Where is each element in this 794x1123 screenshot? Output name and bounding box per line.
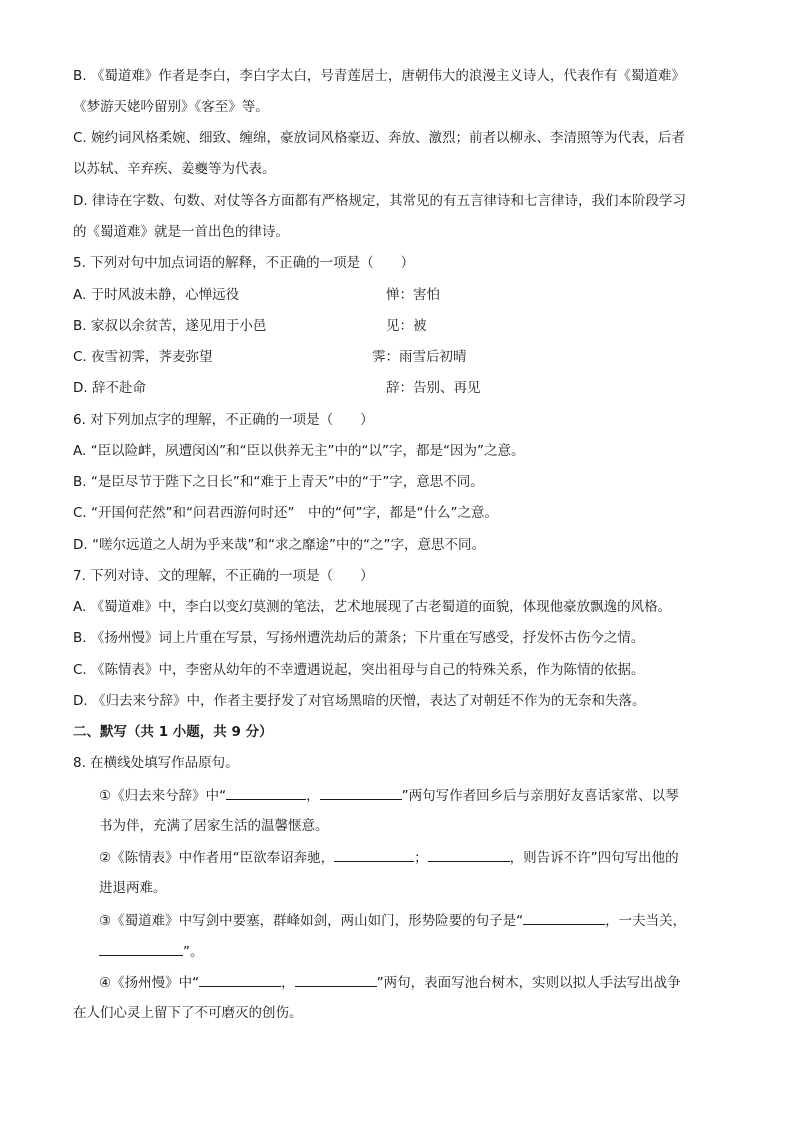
answer-blank[interactable]	[320, 785, 402, 800]
q5-stem: 5. 下列对句中加点词语的解释，不正确的一项是（ ）	[73, 255, 415, 271]
q7-option-a: A. 《蜀道难》中，李白以变幻莫测的笔法，艺术地展现了古老蜀道的面貌，体现他豪放飘逸的风格。	[73, 599, 672, 615]
q8-item-1-text-b: ”两句写作者回乡后与亲朋好友喜话家常、以琴	[401, 788, 679, 804]
q8-item-2-line2: 进退两难。	[99, 880, 167, 896]
q4-option-d-line1: D. 律诗在字数、句数、对仗等各方面都有严格规定，其常见的有五言律诗和七言律诗，我们本阶段学习	[73, 193, 686, 209]
q5-option-c-gloss: 霁：雨雪后初晴	[372, 349, 467, 365]
answer-blank[interactable]	[334, 847, 414, 862]
q8-item-1-text-a: ①《归去来兮辞》中“	[99, 788, 227, 804]
q5-option-d: D. 辞不赴命	[73, 380, 146, 396]
q6-option-d: D. “嗟尔远道之人胡为乎来哉”和“求之靡途”中的“之”字，意思不同。	[73, 537, 485, 553]
q5-option-b-gloss: 见：被	[386, 318, 427, 334]
q8-stem: 8. 在横线处填写作品原句。	[73, 755, 239, 771]
answer-blank[interactable]	[99, 941, 183, 956]
q6-option-b: B. “是臣尽节于陛下之日长”和“难于上青天”中的“于”字，意思不同。	[73, 474, 484, 490]
q5-option-a-gloss: 惮：害怕	[386, 287, 440, 303]
q5-option-b: B. 家叔以余贫苦，遂见用于小邑	[73, 318, 267, 334]
q8-item-1-sep: ，	[306, 788, 320, 804]
q8-item-2-text-a: ②《陈情表》中作者用“臣欲奉诏奔驰，	[99, 850, 335, 866]
q8-item-4-line2: 在人们心灵上留下了不可磨灭的创伤。	[73, 1005, 303, 1021]
answer-blank[interactable]	[226, 785, 306, 800]
q5-option-a: A. 于时风波未静，心惮远役	[73, 287, 240, 303]
q4-option-c-line1: C. 婉约词风格柔婉、细致、缠绵，豪放词风格豪迈、奔放、激烈；前者以柳永、李清照等为代表，后者	[73, 130, 686, 146]
q7-option-c: C. 《陈情表》中，李密从幼年的不幸遭遇说起，突出祖母与自己的特殊关系，作为陈情的依据。	[73, 662, 645, 678]
q8-item-3-line2	[99, 941, 204, 962]
q8-item-2-text-b: ，则告诉不许”四句写出他的	[509, 850, 679, 866]
answer-blank[interactable]	[428, 847, 510, 862]
q8-item-3-text-b: ，一夫当关，	[605, 913, 687, 929]
q8-item-4-line1	[99, 972, 681, 993]
q5-option-c: C. 夜雪初霁，荠麦弥望	[73, 349, 213, 365]
q4-option-b-line2: 《梦游天姥吟留别》《客至》等。	[73, 99, 269, 115]
q7-option-b: B. 《扬州慢》词上片重在写景，写扬州遭洗劫后的萧条；下片重在写感受，抒发怀古伤今之情。	[73, 630, 645, 646]
q8-item-3-text-a: ③《蜀道难》中写剑中要塞，群峰如剑，两山如门，形势险要的句子是“	[99, 913, 524, 929]
q8-item-4-text-a: ④《扬州慢》中“	[99, 975, 200, 991]
q4-option-c-line2: 以苏轼、辛弃疾、姜夔等为代表。	[73, 161, 276, 177]
q4-option-b-line1: B. 《蜀道难》作者是李白，李白字太白，号青莲居士，唐朝伟大的浪漫主义诗人，代表作有《蜀道难》	[73, 68, 685, 84]
q5-option-d-gloss: 辞：告别、再见	[386, 380, 481, 396]
q8-item-4-text-b: ”两句，表面写池台树木，实则以拟人手法写出战争	[376, 975, 681, 991]
q8-item-2-sep: ；	[414, 850, 428, 866]
q7-option-d: D. 《归去来兮辞》中，作者主要抒发了对官场黑暗的厌憎，表达了对朝廷不作为的无奈和失落。	[73, 693, 646, 709]
q6-option-c: C. “开国何茫然”和“问君西游何时还” 中的“何”字，都是“什么”之意。	[73, 505, 498, 521]
answer-blank[interactable]	[295, 972, 377, 987]
q8-item-3-line1	[99, 910, 686, 931]
q8-item-3-text-c: ”。	[183, 944, 204, 960]
q6-option-a: A. “臣以险衅，夙遭闵凶”和“臣以供养无主”中的“以”字，都是“因为”之意。	[73, 443, 525, 459]
q8-item-1-line2: 书为伴，充满了居家生活的温馨惬意。	[99, 818, 329, 834]
q8-item-1-line1	[99, 785, 679, 806]
q8-item-2-line1	[99, 847, 679, 868]
q8-item-4-sep: ，	[281, 975, 295, 991]
q4-option-d-line2: 的《蜀道难》就是一首出色的律诗。	[73, 224, 289, 240]
answer-blank[interactable]	[199, 972, 281, 987]
q6-stem: 6. 对下列加点字的理解，不正确的一项是（ ）	[73, 412, 374, 428]
answer-blank[interactable]	[523, 910, 605, 925]
q7-stem: 7. 下列对诗、文的理解，不正确的一项是（ ）	[73, 568, 374, 584]
section-heading: 二、默写（共 1 小题，共 9 分）	[73, 724, 273, 740]
